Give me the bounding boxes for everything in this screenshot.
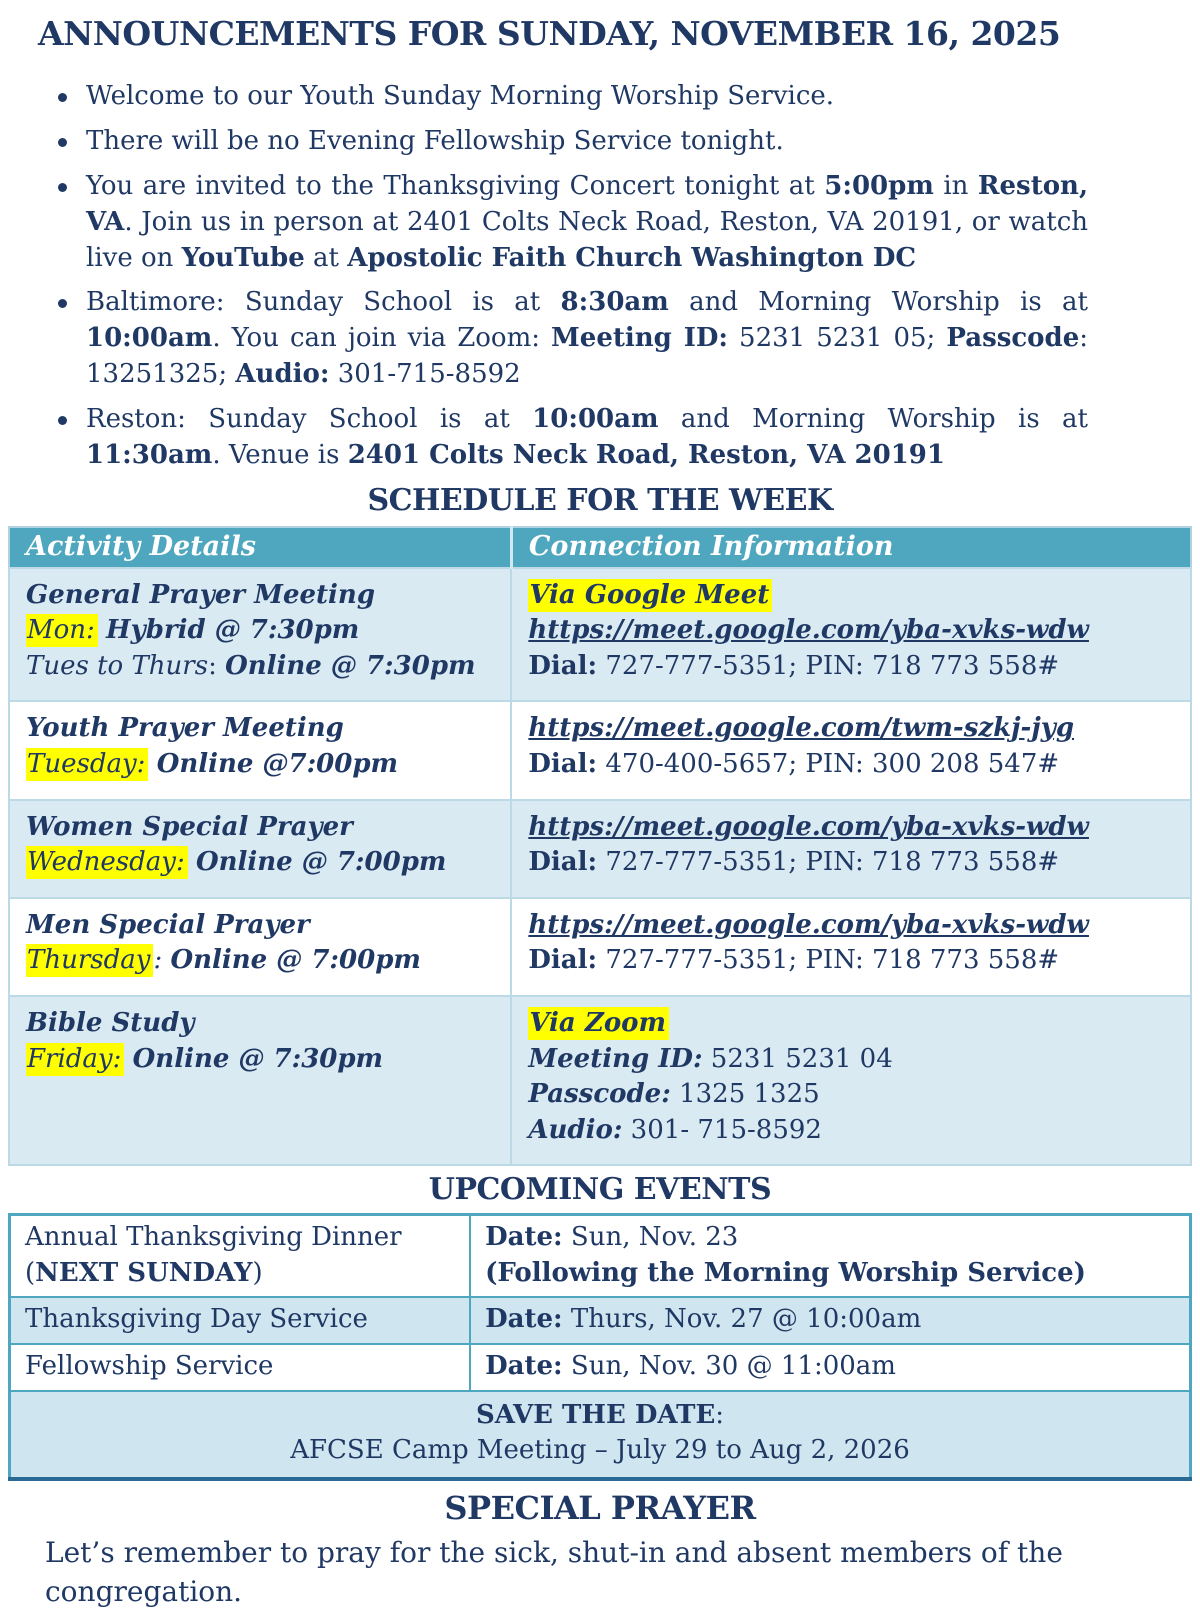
activity-cell xyxy=(9,996,511,1165)
text-segment: Sun, Nov. 23 xyxy=(562,1222,739,1253)
text-segment xyxy=(98,615,106,645)
text-line xyxy=(26,711,494,746)
text-segment: Youth Prayer Meeting xyxy=(26,713,344,744)
text-segment: Online @ 7:00pm xyxy=(170,945,421,976)
text-segment: YouTube xyxy=(181,242,305,273)
page-title: ANNOUNCEMENTS FOR SUNDAY, NOVEMBER 16, 2025 xyxy=(38,14,1061,53)
text-line xyxy=(528,613,1174,648)
text-segment: Thurs, Nov. 27 @ 10:00am xyxy=(562,1304,922,1335)
text-line xyxy=(528,578,1174,613)
schedule-heading: SCHEDULE FOR THE WEEK xyxy=(367,482,833,518)
text-line xyxy=(26,1006,494,1041)
text-segment: Dial: xyxy=(528,749,598,780)
text-segment: NEXT SUNDAY xyxy=(35,1257,253,1288)
event-row xyxy=(10,1297,1191,1344)
text-segment: 727-777-5351; PIN: 718 773 558# xyxy=(597,945,1060,976)
text-segment: Men Special Prayer xyxy=(26,909,310,940)
text-segment: Reston: Sunday School is at xyxy=(86,404,533,434)
text-segment: Dial: xyxy=(528,945,598,976)
connection-cell xyxy=(511,701,1191,799)
announcement-item xyxy=(56,169,1088,277)
date-cell xyxy=(470,1297,1190,1344)
highlighted-text: Via Zoom xyxy=(528,1007,669,1040)
text-segment: 5:00pm xyxy=(824,170,934,201)
text-line xyxy=(26,845,494,880)
text-segment: General Prayer Meeting xyxy=(26,579,375,610)
text-line xyxy=(25,1349,455,1384)
text-segment xyxy=(124,1044,132,1074)
schedule-row xyxy=(9,898,1191,996)
text-segment: There will be no Evening Fellowship Service tonight. xyxy=(86,125,784,156)
announcement-item xyxy=(56,285,1088,393)
text-line xyxy=(485,1349,1175,1384)
text-segment: Women Special Prayer xyxy=(26,811,353,842)
connection-cell xyxy=(511,898,1191,996)
text-segment: Audio: xyxy=(235,359,330,390)
text-line xyxy=(26,908,494,943)
text-segment: 10:00am xyxy=(86,323,213,354)
text-line xyxy=(25,1256,455,1291)
schedule-header-row xyxy=(9,527,1191,568)
highlighted-text: Friday: xyxy=(26,1043,124,1076)
text-segment: Date: xyxy=(485,1304,563,1335)
save-the-date-cell xyxy=(10,1391,1191,1479)
activity-cell xyxy=(9,701,511,799)
text-line xyxy=(26,613,494,648)
text-segment: Sun, Nov. 30 @ 11:00am xyxy=(562,1351,896,1381)
text-line xyxy=(26,1042,494,1077)
activity-cell xyxy=(9,898,511,996)
meeting-link[interactable]: https://meet.google.com/yba-xvks-wdw xyxy=(528,615,1089,646)
special-prayer-text: Let’s remember to pray for the sick, shut-in and absent members of the congregation. xyxy=(45,1535,1063,1608)
text-line xyxy=(26,943,494,978)
upcoming-events-table xyxy=(8,1213,1192,1480)
text-segment: 5231 5231 05; xyxy=(728,323,947,354)
text-line xyxy=(528,810,1174,845)
text-segment: in xyxy=(933,170,978,201)
event-cell xyxy=(10,1215,471,1298)
highlighted-text: Tuesday: xyxy=(26,748,148,781)
text-segment: Audio: xyxy=(528,1114,623,1145)
text-segment: AFCSE Camp Meeting – July 29 to Aug 2, 2026 xyxy=(290,1435,910,1466)
text-segment: . Venue is xyxy=(212,439,348,470)
text-segment: Online @ 7:30pm xyxy=(132,1043,384,1074)
date-cell xyxy=(470,1215,1190,1298)
connection-cell xyxy=(511,996,1191,1165)
text-line xyxy=(485,1220,1175,1255)
text-line xyxy=(21,1433,1179,1468)
text-line xyxy=(528,943,1174,978)
text-line xyxy=(528,845,1174,880)
save-the-date-row xyxy=(10,1391,1191,1479)
schedule-row xyxy=(9,996,1191,1165)
highlighted-text: Wednesday: xyxy=(26,846,188,879)
schedule-table xyxy=(8,526,1192,1167)
special-prayer-heading: SPECIAL PRAYER xyxy=(444,1488,756,1527)
text-segment: Passcode: xyxy=(528,1079,671,1110)
text-segment: and Morning Worship is at xyxy=(668,287,1089,318)
text-segment: 727-777-5351; PIN: 718 773 558# xyxy=(597,650,1060,681)
text-segment: 470-400-5657; PIN: 300 208 547# xyxy=(597,749,1060,780)
text-segment: 301-715-8592 xyxy=(329,359,521,390)
text-segment: Hybrid @ 7:30pm xyxy=(106,615,360,646)
text-segment: Date: xyxy=(485,1351,563,1381)
text-line xyxy=(26,649,494,684)
text-segment: 8:30am xyxy=(560,287,669,318)
activity-cell xyxy=(9,800,511,898)
meeting-link[interactable]: https://meet.google.com/twm-szkj-jyg xyxy=(528,713,1075,744)
text-segment: Welcome to our Youth Sunday Morning Worship Service. xyxy=(86,81,835,111)
text-segment: 2401 Colts Neck Road, Reston, VA 20191 xyxy=(347,439,945,470)
text-segment: Fellowship Service xyxy=(25,1351,274,1381)
text-segment: Dial: xyxy=(528,847,598,878)
text-segment: 1325 1325 xyxy=(670,1079,820,1110)
event-cell xyxy=(10,1344,471,1391)
column-header-activity-details: Activity Details xyxy=(9,527,511,568)
event-row xyxy=(10,1344,1191,1391)
text-line xyxy=(528,1077,1174,1112)
text-segment: Tues to Thurs xyxy=(26,650,209,681)
text-segment: Dial: xyxy=(528,650,598,681)
schedule-row xyxy=(9,568,1191,702)
text-segment: 727-777-5351; PIN: 718 773 558# xyxy=(597,847,1060,878)
text-segment: : 13251325; xyxy=(86,323,1089,390)
text-segment: Date: xyxy=(485,1222,563,1253)
text-segment: Thanksgiving Day Service xyxy=(25,1304,368,1335)
text-line xyxy=(26,747,494,782)
text-line xyxy=(26,578,494,613)
text-line xyxy=(528,1113,1174,1148)
highlighted-text: Mon: xyxy=(26,614,98,647)
event-cell xyxy=(10,1297,471,1344)
text-segment xyxy=(148,749,156,779)
highlighted-text: Via Google Meet xyxy=(528,579,772,612)
meeting-link[interactable]: https://meet.google.com/yba-xvks-wdw xyxy=(528,909,1089,940)
text-segment: . Join us in person at 2401 Colts Neck Road, Reston, VA 20191, or watch live on xyxy=(86,206,1088,273)
text-segment: 301- 715-8592 xyxy=(622,1114,822,1145)
connection-cell xyxy=(511,800,1191,898)
text-segment: Reston, VA xyxy=(86,170,1088,237)
text-segment: 10:00am xyxy=(532,404,659,434)
text-segment: ( xyxy=(25,1257,36,1288)
text-segment: . You can join via Zoom: xyxy=(212,323,552,354)
text-segment: : xyxy=(208,650,226,681)
text-segment: SAVE THE DATE xyxy=(475,1399,716,1430)
announcement-item xyxy=(56,124,1088,160)
activity-cell xyxy=(9,568,511,702)
text-line xyxy=(528,747,1174,782)
announcement-item xyxy=(56,79,1088,115)
text-segment: Meeting ID: xyxy=(551,323,729,354)
text-line xyxy=(528,649,1174,684)
text-line xyxy=(528,1006,1174,1041)
text-segment: 5231 5231 04 xyxy=(702,1043,893,1074)
announcement-item xyxy=(56,402,1088,474)
text-segment: Bible Study xyxy=(26,1007,195,1038)
event-row xyxy=(10,1215,1191,1298)
text-line xyxy=(21,1398,1179,1433)
highlighted-text: Thursday xyxy=(26,944,153,977)
column-header-connection-information: Connection Information xyxy=(511,527,1191,568)
date-cell xyxy=(470,1344,1190,1391)
text-segment: Annual Thanksgiving Dinner xyxy=(25,1222,402,1253)
text-segment: : xyxy=(153,945,171,976)
announcement-list xyxy=(56,79,1088,474)
upcoming-events-heading: UPCOMING EVENTS xyxy=(428,1172,772,1208)
text-line xyxy=(528,1042,1174,1077)
text-segment: Online @ 7:00pm xyxy=(195,847,447,878)
text-segment: : xyxy=(715,1399,725,1430)
text-segment: Apostolic Faith Church Washington DC xyxy=(347,242,917,273)
text-line xyxy=(25,1220,455,1255)
text-line xyxy=(485,1302,1175,1337)
text-line xyxy=(485,1256,1175,1291)
text-segment: 11:30am xyxy=(86,439,213,470)
text-line xyxy=(25,1302,455,1337)
text-segment: Online @7:00pm xyxy=(156,749,399,780)
text-segment: Meeting ID: xyxy=(528,1043,703,1074)
text-segment: Passcode xyxy=(946,323,1080,354)
text-segment: and Morning Worship is at xyxy=(658,404,1089,434)
text-segment: ) xyxy=(252,1257,263,1288)
schedule-row xyxy=(9,800,1191,898)
text-line xyxy=(528,908,1174,943)
meeting-link[interactable]: https://meet.google.com/yba-xvks-wdw xyxy=(528,811,1089,842)
text-segment: (Following the Morning Worship Service) xyxy=(485,1257,1086,1288)
text-segment: at xyxy=(304,242,348,273)
text-segment: Baltimore: Sunday School is at xyxy=(86,287,561,318)
connection-cell xyxy=(511,568,1191,702)
text-segment: You are invited to the Thanksgiving Concert tonight at xyxy=(86,170,825,201)
text-segment: Online @ 7:30pm xyxy=(225,650,476,681)
text-line xyxy=(528,711,1174,746)
text-line xyxy=(26,810,494,845)
text-segment xyxy=(188,847,196,877)
schedule-row xyxy=(9,701,1191,799)
